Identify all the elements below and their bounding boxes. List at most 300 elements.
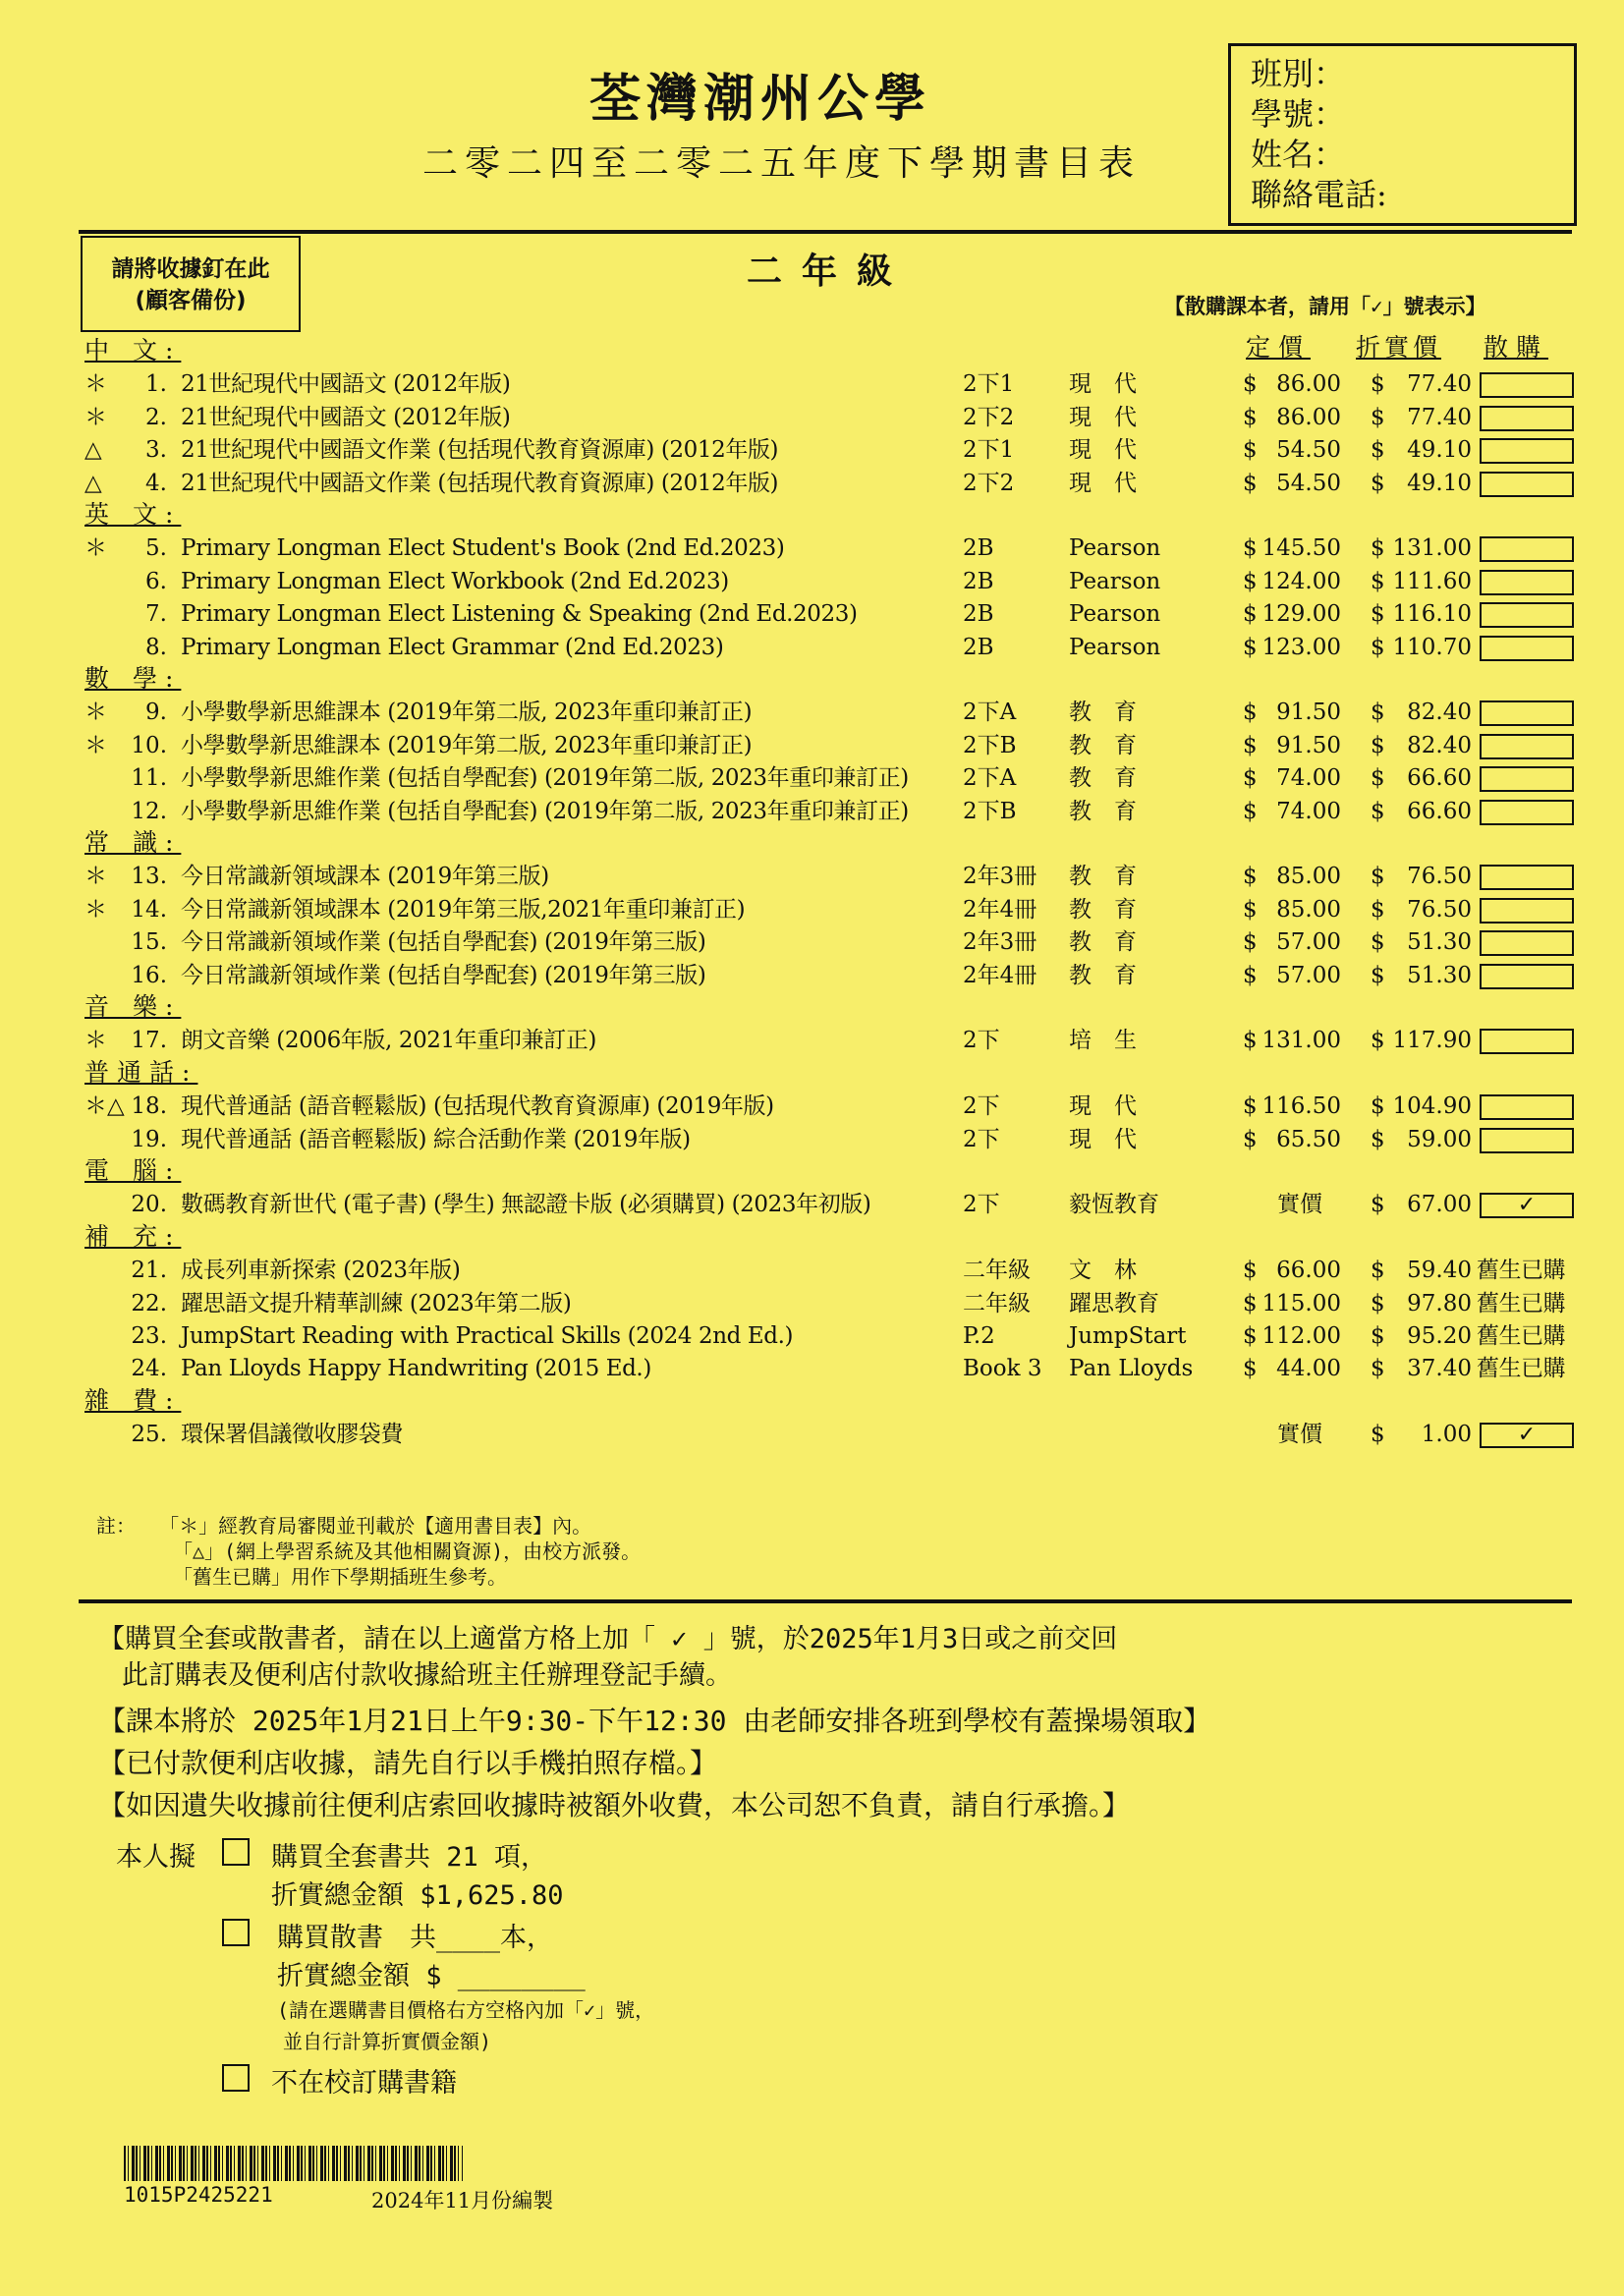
discount-price: 82.40 [1407,700,1472,726]
book-row [0,1091,1624,1123]
list-price: 86.00 [1276,371,1341,398]
section-heading: 補 充: [84,1221,182,1251]
loose-books-checkbox[interactable] [222,1919,250,1946]
student-info-box [1228,43,1577,226]
receipt-note-line2: (顧客備份) [135,288,247,313]
book-number: 4. [145,470,167,496]
header-divider [79,230,1572,234]
dollar-sign: $ [1371,732,1385,758]
book-publisher: Pearson [1069,535,1161,562]
book-publisher: 現 代 [1069,371,1137,398]
book-mark: ＊△ [84,1093,125,1120]
purchase-checkbox[interactable] [1480,898,1574,924]
book-title: 21世紀現代中國語文作業 (包括現代教育資源庫) (2012年版) [181,437,779,464]
receipt-note-line1: 請將收據釘在此 [111,256,270,282]
purchase-checkbox[interactable]: ✓ [1480,1423,1574,1448]
book-publisher: 教 育 [1069,732,1137,758]
discount-price: 51.30 [1407,962,1472,988]
compiled-date: 2024年11月份編製 [371,2189,554,2212]
dollar-sign: $ [1243,798,1258,824]
list-price: 54.50 [1276,470,1341,496]
book-level: Book 3 [963,1356,1042,1382]
book-title: 今日常識新領域作業 (包括自學配套) (2019年第三版) [181,929,706,956]
section-heading: 音 樂: [84,992,182,1021]
book-title: 今日常識新領域作業 (包括自學配套) (2019年第三版) [181,962,706,988]
list-price: 65.50 [1276,1126,1341,1152]
book-level: 2下A [963,765,1017,792]
book-row [0,697,1624,729]
discount-column-header: 折實價 [1356,333,1442,362]
discount-price: 97.80 [1407,1290,1472,1316]
book-number: 14. [131,896,167,923]
note-line: 「△」(網上學習系統及其他相關資源)，由校方派發。 [173,1540,642,1563]
discount-price: 49.10 [1407,470,1472,496]
dollar-sign: $ [1371,798,1385,824]
receipt-photo-line: 【已付款便利店收據，請先自行以手機拍照存檔。】 [98,1747,718,1779]
book-publisher: 躍思教育 [1069,1290,1159,1316]
book-number: 20. [131,1192,167,1218]
book-level: 2B [963,634,994,660]
discount-price: 104.90 [1392,1093,1472,1120]
list-price: 91.50 [1276,700,1341,726]
discount-price: 67.00 [1407,1192,1472,1218]
loose-books-hint: (請在選購書目價格右方空格內加「✓」號， [277,1998,655,2022]
discount-price: 49.10 [1407,437,1472,464]
book-number: 8. [145,634,167,660]
book-title: 環保署倡議徵收膠袋費 [181,1422,404,1448]
book-title: Primary Longman Elect Grammar (2nd Ed.2023) [181,634,724,660]
book-row [0,434,1624,467]
book-publisher: 教 育 [1069,962,1137,988]
discount-price: 37.40 [1407,1356,1472,1382]
book-publisher: 教 育 [1069,798,1137,824]
book-level: 2B [963,535,994,562]
already-bought-note: 舊生已購 [1477,1290,1565,1316]
book-number: 2. [145,404,167,430]
full-set-checkbox[interactable] [222,1838,250,1866]
loose-books-hint: 並自行計算折實價金額) [283,2030,492,2053]
book-title: 21世紀現代中國語文 (2012年版) [181,404,511,430]
list-price: 85.00 [1276,864,1341,890]
book-title: 現代普通話 (語音輕鬆版) (包括現代教育資源庫) (2019年版) [181,1093,774,1120]
book-row [0,1189,1624,1221]
book-mark: ＊ [84,1028,107,1054]
book-row [0,402,1624,434]
book-number: 17. [131,1028,167,1054]
book-level: 2年4冊 [963,962,1037,988]
book-level: 2下2 [963,404,1015,430]
book-level: 2下 [963,1126,1000,1152]
book-publisher: 現 代 [1069,437,1137,464]
dollar-sign: $ [1371,535,1385,562]
instruction-line: 【購買全套或散書者，請在以上適當方格上加「 ✓ 」號，於2025年1月3日或之前交回 [98,1624,1118,1654]
book-number: 6. [145,568,167,594]
purchase-checkbox[interactable] [1480,438,1574,464]
book-row [0,1288,1624,1320]
student-number-label: 學號： [1251,95,1346,133]
book-level: 2下1 [963,437,1015,464]
discount-price: 51.30 [1407,929,1472,956]
book-number: 11. [131,765,167,792]
book-row [0,598,1624,631]
dollar-sign: $ [1243,1126,1258,1152]
book-level: 2年3冊 [963,929,1037,956]
booklist-subtitle: 二零二四至二零二五年度下學期書目表 [422,143,1142,184]
book-title: Primary Longman Elect Listening & Speaking (2nd Ed.2023) [181,601,858,628]
list-price: 86.00 [1276,404,1341,430]
full-set-total: 折實總金額 $1,625.80 [271,1880,564,1911]
phone-label: 聯絡電話: [1251,176,1387,213]
book-publisher: Pearson [1069,568,1161,594]
book-publisher: Pan Lloyds [1069,1356,1194,1382]
book-publisher: JumpStart [1069,1323,1187,1349]
book-mark: ＊ [84,700,107,726]
receipt-staple-box [81,236,301,332]
list-price: 54.50 [1276,437,1341,464]
book-level: 2下A [963,700,1017,726]
book-row [0,796,1624,828]
collection-date-line: 【課本將於 2025年1月21日上午9:30-下午12:30 由老師安排各班到學校有蓋操場領取】 [98,1705,1211,1737]
book-number: 10. [131,732,167,758]
book-title: 小學數學新思維作業 (包括自學配套) (2019年第二版, 2023年重印兼訂正) [181,798,909,824]
note-line: 「舊生已購」用作下學期插班生參考。 [173,1565,507,1589]
already-bought-note: 舊生已購 [1477,1258,1565,1284]
dollar-sign: $ [1243,535,1258,562]
purchase-checkbox[interactable] [1480,930,1574,956]
discount-price: 77.40 [1407,404,1472,430]
book-row [0,861,1624,893]
section-heading: 中 文: [84,336,182,364]
dollar-sign: $ [1371,700,1385,726]
purchase-checkbox[interactable] [1480,636,1574,661]
book-row [0,960,1624,992]
book-level: 2下 [963,1093,1000,1120]
book-mark: ＊ [84,732,107,758]
notes-label: 註： [96,1514,136,1538]
price-column-header: 定價 [1246,333,1312,362]
fixed-price-label: 實價 [1277,1192,1322,1218]
book-title: JumpStart Reading with Practical Skills (2024 2nd Ed.) [181,1323,794,1349]
discount-price: 59.40 [1407,1258,1472,1284]
book-row [0,926,1624,959]
book-publisher: 教 育 [1069,929,1137,956]
full-set-text: 購買全套書共 21 項， [271,1842,548,1873]
discount-price: 110.70 [1392,634,1472,660]
book-row [0,1419,1624,1451]
dollar-sign: $ [1243,732,1258,758]
book-level: 2下1 [963,371,1015,398]
book-mark: ＊ [84,535,107,562]
book-level: 二年級 [963,1258,1031,1284]
book-title: 小學數學新思維作業 (包括自學配套) (2019年第二版, 2023年重印兼訂正) [181,765,909,792]
dollar-sign: $ [1243,568,1258,594]
book-row [0,1025,1624,1057]
dollar-sign: $ [1371,568,1385,594]
book-row [0,368,1624,401]
book-row [0,762,1624,795]
dollar-sign: $ [1243,1356,1258,1382]
book-title: 朗文音樂 (2006年版, 2021年重印兼訂正) [181,1028,596,1054]
book-mark: ＊ [84,404,107,430]
book-row [0,1320,1624,1353]
already-bought-note: 舊生已購 [1477,1356,1565,1382]
dollar-sign: $ [1371,1290,1385,1316]
list-price: 44.00 [1276,1356,1341,1382]
book-title: 現代普通話 (語音輕鬆版) 綜合活動作業 (2019年版) [181,1126,691,1152]
book-title: 小學數學新思維課本 (2019年第二版, 2023年重印兼訂正) [181,732,753,758]
list-price: 91.50 [1276,732,1341,758]
book-publisher: Pearson [1069,601,1161,628]
book-publisher: 教 育 [1069,765,1137,792]
discount-price: 76.50 [1407,864,1472,890]
purchase-checkbox[interactable]: ✓ [1480,1193,1574,1218]
dollar-sign: $ [1371,1422,1385,1448]
book-number: 25. [131,1422,167,1448]
no-order-text: 不在校訂購書籍 [271,2068,457,2099]
section-heading: 雜 費: [84,1385,182,1415]
book-title: 21世紀現代中國語文作業 (包括現代教育資源庫) (2012年版) [181,470,779,496]
book-level: 2年4冊 [963,896,1037,923]
dollar-sign: $ [1243,1028,1258,1054]
dollar-sign: $ [1243,896,1258,923]
discount-price: 1.00 [1421,1422,1472,1448]
book-title: Primary Longman Elect Workbook (2nd Ed.2023) [181,568,729,594]
book-title: 小學數學新思維課本 (2019年第二版, 2023年重印兼訂正) [181,700,753,726]
list-price: 112.00 [1261,1323,1341,1349]
book-row [0,532,1624,565]
dollar-sign: $ [1243,1323,1258,1349]
book-row [0,1255,1624,1287]
book-number: 12. [131,798,167,824]
dollar-sign: $ [1371,929,1385,956]
dollar-sign: $ [1371,896,1385,923]
dollar-sign: $ [1371,601,1385,628]
liability-line: 【如因遺失收據前往便利店索回收據時被額外收費，本公司恕不負責，請自行承擔。】 [98,1789,1131,1821]
dollar-sign: $ [1371,962,1385,988]
purchase-checkbox[interactable] [1480,602,1574,628]
dollar-sign: $ [1371,1258,1385,1284]
class-label: 班別： [1251,55,1346,92]
discount-price: 66.60 [1407,798,1472,824]
dollar-sign: $ [1371,765,1385,792]
book-title: 躍思語文提升精華訓練 (2023年第二版) [181,1290,572,1316]
dollar-sign: $ [1243,1290,1258,1316]
book-publisher: 教 育 [1069,700,1137,726]
dollar-sign: $ [1243,470,1258,496]
book-mark: ＊ [84,371,107,398]
book-number: 1. [145,371,167,398]
book-number: 15. [131,929,167,956]
book-row [0,894,1624,926]
section-heading: 數 學: [84,664,182,693]
loose-books-total: 折實總金額 $ ________ [277,1961,586,1991]
book-publisher: 現 代 [1069,404,1137,430]
book-title: Primary Longman Elect Student's Book (2nd Ed.2023) [181,535,785,562]
form-code: 1015P2425221 [124,2183,273,2207]
notes-divider [79,1599,1572,1603]
purchase-checkbox[interactable] [1480,800,1574,825]
intend-label: 本人擬 [116,1842,196,1873]
book-level: 二年級 [963,1290,1031,1316]
dollar-sign: $ [1371,1323,1385,1349]
section-heading: 普通話: [84,1057,198,1087]
fixed-price-label: 實價 [1277,1422,1322,1448]
book-title: 21世紀現代中國語文 (2012年版) [181,371,511,398]
book-title: 今日常識新領域課本 (2019年第三版) [181,864,549,890]
book-level: 2B [963,568,994,594]
purchase-checkbox[interactable] [1480,865,1574,890]
book-publisher: Pearson [1069,634,1161,660]
book-number: 7. [145,601,167,628]
book-title: Pan Lloyds Happy Handwriting (2015 Ed.) [181,1356,651,1382]
purchase-checkbox[interactable] [1480,1128,1574,1153]
dollar-sign: $ [1371,437,1385,464]
list-price: 124.00 [1261,568,1341,594]
list-price: 123.00 [1261,634,1341,660]
note-line: 「＊」經教育局審閱並刊載於【適用書目表】內。 [159,1514,592,1538]
notes-block [96,1513,641,1590]
purchase-checkbox[interactable] [1480,406,1574,431]
purchase-checkbox[interactable] [1480,734,1574,759]
list-price: 116.50 [1261,1093,1341,1120]
book-number: 19. [131,1126,167,1152]
dollar-sign: $ [1243,929,1258,956]
book-level: P.2 [963,1323,995,1349]
dollar-sign: $ [1371,371,1385,398]
dollar-sign: $ [1371,1192,1385,1218]
dollar-sign: $ [1243,404,1258,430]
dollar-sign: $ [1243,1093,1258,1120]
list-price: 74.00 [1276,798,1341,824]
discount-price: 59.00 [1407,1126,1472,1152]
dollar-sign: $ [1243,864,1258,890]
book-title: 成長列車新探索 (2023年版) [181,1258,461,1284]
book-number: 21. [131,1258,167,1284]
dollar-sign: $ [1243,371,1258,398]
book-publisher: 毅恆教育 [1069,1192,1159,1218]
purchase-checkbox[interactable] [1480,372,1574,398]
book-level: 2年3冊 [963,864,1037,890]
list-price: 131.00 [1261,1028,1341,1054]
dollar-sign: $ [1243,437,1258,464]
purchase-checkbox[interactable] [1480,570,1574,595]
qty-column-header: 散購 [1484,333,1549,362]
tick-instruction: 【散購課本者，請用「✓」號表示】 [1164,295,1486,318]
discount-price: 95.20 [1407,1323,1472,1349]
list-price: 115.00 [1261,1290,1341,1316]
dollar-sign: $ [1371,1356,1385,1382]
book-number: 16. [131,962,167,988]
instruction-line: 此訂購表及便利店付款收據給班主任辦理登記手續。 [122,1660,732,1691]
discount-price: 76.50 [1407,896,1472,923]
section-heading: 電 腦: [84,1156,182,1185]
book-mark: ＊ [84,896,107,923]
dollar-sign: $ [1371,1028,1385,1054]
book-level: 2下B [963,798,1017,824]
book-row [0,1353,1624,1385]
dollar-sign: $ [1371,1093,1385,1120]
book-row [0,632,1624,664]
book-number: 23. [131,1323,167,1349]
school-name: 荃灣潮州公學 [589,69,932,129]
barcode [124,2146,463,2181]
dollar-sign: $ [1371,634,1385,660]
book-publisher: 現 代 [1069,1126,1137,1152]
dollar-sign: $ [1243,700,1258,726]
book-number: 9. [145,700,167,726]
discount-price: 116.10 [1392,601,1472,628]
purchase-checkbox[interactable] [1480,700,1574,726]
list-price: 66.00 [1276,1258,1341,1284]
list-price: 57.00 [1276,962,1341,988]
purchase-checkbox[interactable] [1480,1029,1574,1054]
grade-title: 二年級 [747,251,913,292]
dollar-sign: $ [1243,601,1258,628]
dollar-sign: $ [1243,962,1258,988]
book-level: 2下B [963,732,1017,758]
list-price: 57.00 [1276,929,1341,956]
book-mark: △ [84,470,102,496]
discount-price: 66.60 [1407,765,1472,792]
book-row [0,1124,1624,1156]
dollar-sign: $ [1371,864,1385,890]
book-publisher: 教 育 [1069,864,1137,890]
purchase-checkbox[interactable] [1480,964,1574,989]
discount-price: 77.40 [1407,371,1472,398]
book-number: 24. [131,1356,167,1382]
book-number: 3. [145,437,167,464]
list-price: 74.00 [1276,765,1341,792]
loose-books-text: 購買散書 共____本， [277,1923,554,1953]
book-level: 2B [963,601,994,628]
dollar-sign: $ [1243,1258,1258,1284]
book-number: 18. [131,1093,167,1120]
book-title: 今日常識新領域課本 (2019年第三版,2021年重印兼訂正) [181,896,746,923]
section-heading: 英 文: [84,500,182,529]
list-price: 129.00 [1261,601,1341,628]
discount-price: 111.60 [1392,568,1472,594]
dollar-sign: $ [1371,404,1385,430]
book-row [0,730,1624,762]
purchase-checkbox[interactable] [1480,766,1574,792]
book-publisher: 文 林 [1069,1258,1137,1284]
list-price: 145.50 [1261,535,1341,562]
book-publisher: 現 代 [1069,1093,1137,1120]
discount-price: 131.00 [1392,535,1472,562]
dollar-sign: $ [1243,765,1258,792]
dollar-sign: $ [1371,470,1385,496]
discount-price: 117.90 [1392,1028,1472,1054]
discount-price: 82.40 [1407,732,1472,758]
already-bought-note: 舊生已購 [1477,1323,1565,1349]
book-title: 數碼教育新世代 (電子書) (學生) 無認證卡版 (必須購買) (2023年初版) [181,1192,871,1218]
purchase-checkbox[interactable] [1480,1094,1574,1120]
book-number: 22. [131,1290,167,1316]
book-row [0,468,1624,500]
list-price: 85.00 [1276,896,1341,923]
name-label: 姓名： [1251,136,1346,173]
dollar-sign: $ [1243,634,1258,660]
section-heading: 常 識: [84,828,182,857]
book-number: 13. [131,864,167,890]
no-order-checkbox[interactable] [222,2064,250,2092]
book-mark: ＊ [84,864,107,890]
book-publisher: 現 代 [1069,470,1137,496]
purchase-checkbox[interactable] [1480,472,1574,497]
book-publisher: 培 生 [1069,1028,1137,1054]
purchase-checkbox[interactable] [1480,536,1574,562]
book-number: 5. [145,535,167,562]
